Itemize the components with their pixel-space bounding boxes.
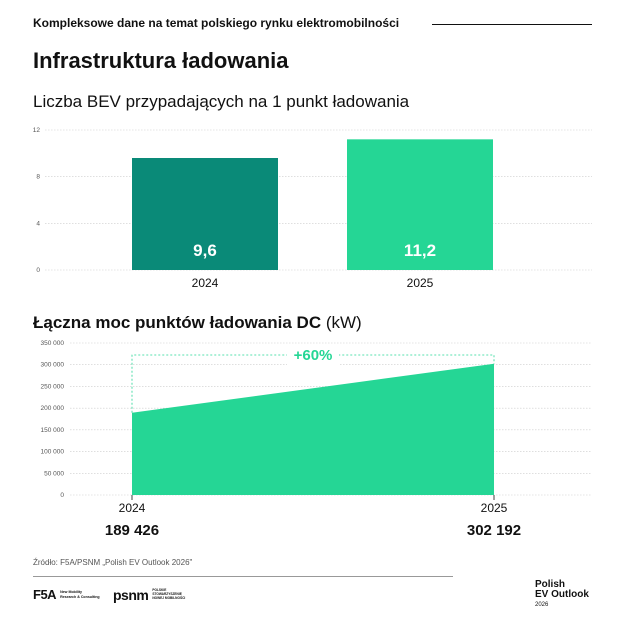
bev-chart-title: Liczba BEV przypadających na 1 punkt ładowania: [33, 92, 410, 111]
psnm-logo-sub-1: POLSKIE: [152, 588, 167, 593]
dc-y-tick-label: 250 000: [40, 383, 64, 391]
psnm-logo-sub-2: STOWARZYSZENIE: [152, 592, 182, 597]
bev-y-tick-label: 4: [36, 220, 40, 228]
dc-end-value-label: 302 192: [466, 522, 522, 539]
bev-y-tick-label: 0: [36, 267, 40, 274]
psnm-logo: [113, 587, 185, 603]
psnm-logo-mark: psnm: [113, 587, 149, 603]
dc-y-tick-label: 350 000: [40, 340, 64, 347]
dc-y-tick-label: 100 000: [40, 448, 64, 456]
dc-y-tick-label: 0: [60, 492, 64, 499]
dc-growth-label: +60%: [293, 347, 333, 364]
dc-x-tick-label: 2025: [480, 501, 508, 515]
kicker-text: Kompleksowe dane na temat polskiego rynku elektromobilności: [33, 16, 400, 30]
f5a-logo-sub-2: Research & Consulting: [60, 594, 100, 599]
dc-area: [132, 364, 494, 495]
psnm-logo-subtitle: [152, 589, 185, 600]
dc-end-value-label: 189 426: [104, 522, 160, 539]
dc-y-tick-label: 300 000: [40, 361, 64, 369]
dc-chart-title-main: Łączna moc punktów ładowania DC: [33, 313, 322, 332]
f5a-logo: [33, 587, 100, 602]
bev-y-tick-label: 8: [36, 173, 40, 181]
bev-bar-value-label: 11,2: [403, 241, 437, 260]
brand-year: 2026: [535, 602, 549, 608]
brand-line-2: EV Outlook: [535, 589, 589, 600]
footer-divider: [33, 576, 453, 577]
f5a-logo-sub-1: New Mobility: [60, 590, 83, 595]
polish-ev-outlook-logo: [535, 580, 589, 610]
page-title: Infrastruktura ładowania: [33, 48, 289, 73]
bev-bar-value-label: 9,6: [193, 241, 217, 260]
bev-x-tick-label: 2025: [406, 276, 434, 290]
f5a-logo-mark: F5A: [33, 587, 57, 602]
dc-chart-title-unit: (kW): [325, 313, 362, 332]
dc-y-tick-label: 150 000: [40, 426, 64, 434]
source-note: Źródło: F5A/PSNM „Polish EV Outlook 2026": [33, 558, 193, 567]
dc-x-tick-label: 2024: [118, 501, 146, 515]
dc-y-tick-label: 50 000: [44, 470, 64, 478]
f5a-logo-subtitle: [60, 590, 100, 599]
brand-line-1: Polish: [535, 579, 566, 590]
bev-y-tick-label: 12: [32, 127, 40, 134]
dc-y-tick-label: 200 000: [40, 405, 64, 413]
bev-x-tick-label: 2024: [191, 276, 219, 290]
psnm-logo-sub-3: NOWEJ MOBILNOŚCI: [152, 595, 186, 600]
